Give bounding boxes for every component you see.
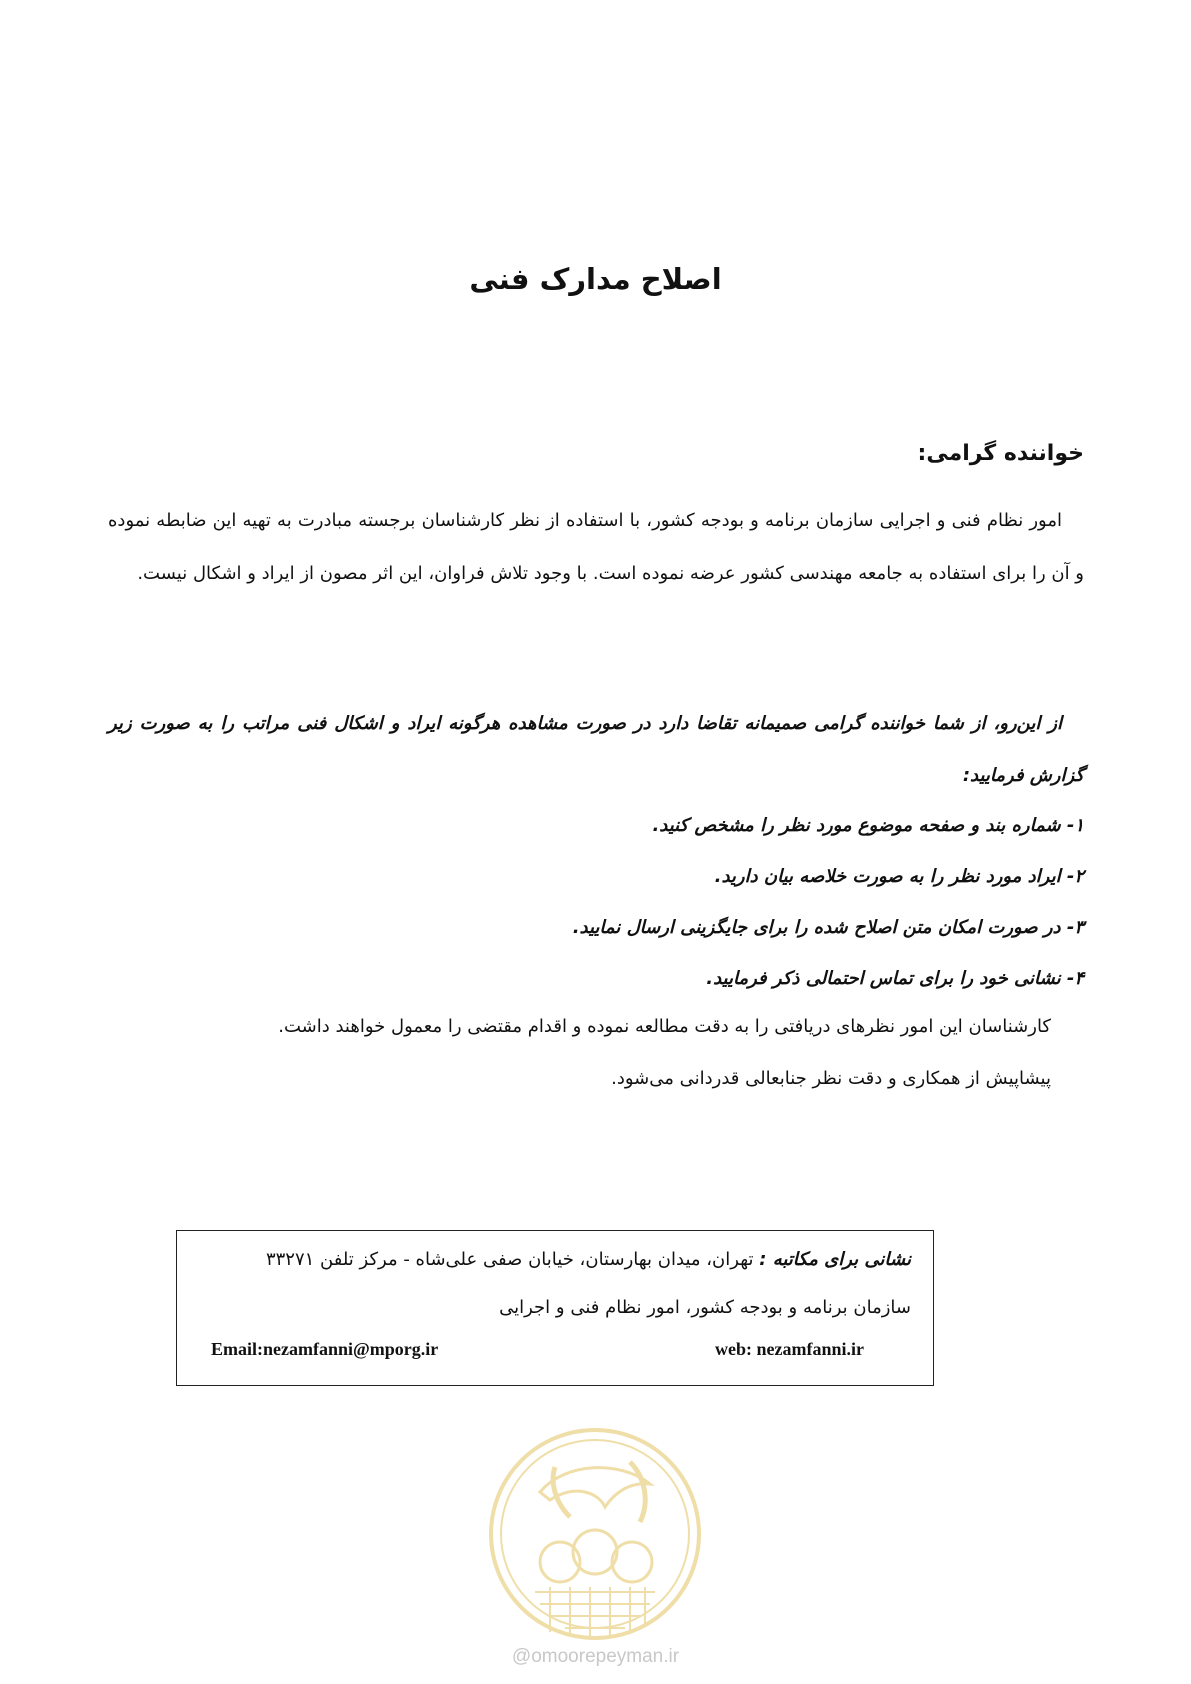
web-link[interactable]: web: nezamfanni.ir xyxy=(715,1339,864,1359)
greeting-heading: خواننده گرامی: xyxy=(917,441,1084,466)
address-box xyxy=(176,1230,934,1386)
watermark-url: @omoorepeyman.ir xyxy=(511,1646,680,1667)
closing-paragraph-1: کارشناسان این امور نظرهای دریافتی را به دقت مطالعه نموده و اقدام مقتضی را معمول خواهند داشت. xyxy=(278,1016,1051,1037)
omoorepeyman-seal-icon xyxy=(480,1422,710,1647)
address-line-1 xyxy=(266,1249,911,1270)
closing-paragraph-2: پیشاپیش از همکاری و دقت نظر جنابعالی قدردانی می‌شود. xyxy=(611,1068,1051,1089)
email-link[interactable]: Email:nezamfanni@mporg.ir xyxy=(211,1339,439,1359)
address-label: نشانی برای مکاتبه : xyxy=(759,1249,911,1270)
list-item: ۲- ایراد مورد نظر را به صورت خلاصه بیان دارید. xyxy=(714,866,1084,887)
list-item: ۳- در صورت امکان متن اصلاح شده را برای جایگزینی ارسال نمایید. xyxy=(572,917,1084,938)
intro-paragraph: امور نظام فنی و اجرایی سازمان برنامه و بودجه کشور، با استفاده از نظر کارشناسان برجسته مبادرت به تهیه این ضابطه نموده و آن را برای استفاده به جامعه مهندسی کشور عرضه نموده است. با وجود تلاش فراوان، این اثر مصون از ایراد و اشکال نیست. xyxy=(108,510,1084,584)
address-text: تهران، میدان بهارستان، خیابان صفی علی‌شاه - مرکز تلفن ۳۳۲۷۱ xyxy=(265,1249,760,1270)
instruction-list xyxy=(108,800,1084,1004)
address-line-2: سازمان برنامه و بودجه کشور، امور نظام فنی و اجرایی xyxy=(499,1297,911,1318)
list-item: ۱- شماره بند و صفحه موضوع مورد نظر را مشخص کنید. xyxy=(652,815,1084,836)
list-item: ۴- نشانی خود را برای تماس احتمالی ذکر فرمایید. xyxy=(706,968,1084,989)
request-paragraph: از این‌رو، از شما خواننده گرامی صمیمانه تقاضا دارد در صورت مشاهده هرگونه ایراد و اشکال فنی مراتب را به صورت زیر گزارش فرمایید: xyxy=(108,713,1084,786)
page-title: اصلاح مدارک فنی xyxy=(469,262,722,296)
